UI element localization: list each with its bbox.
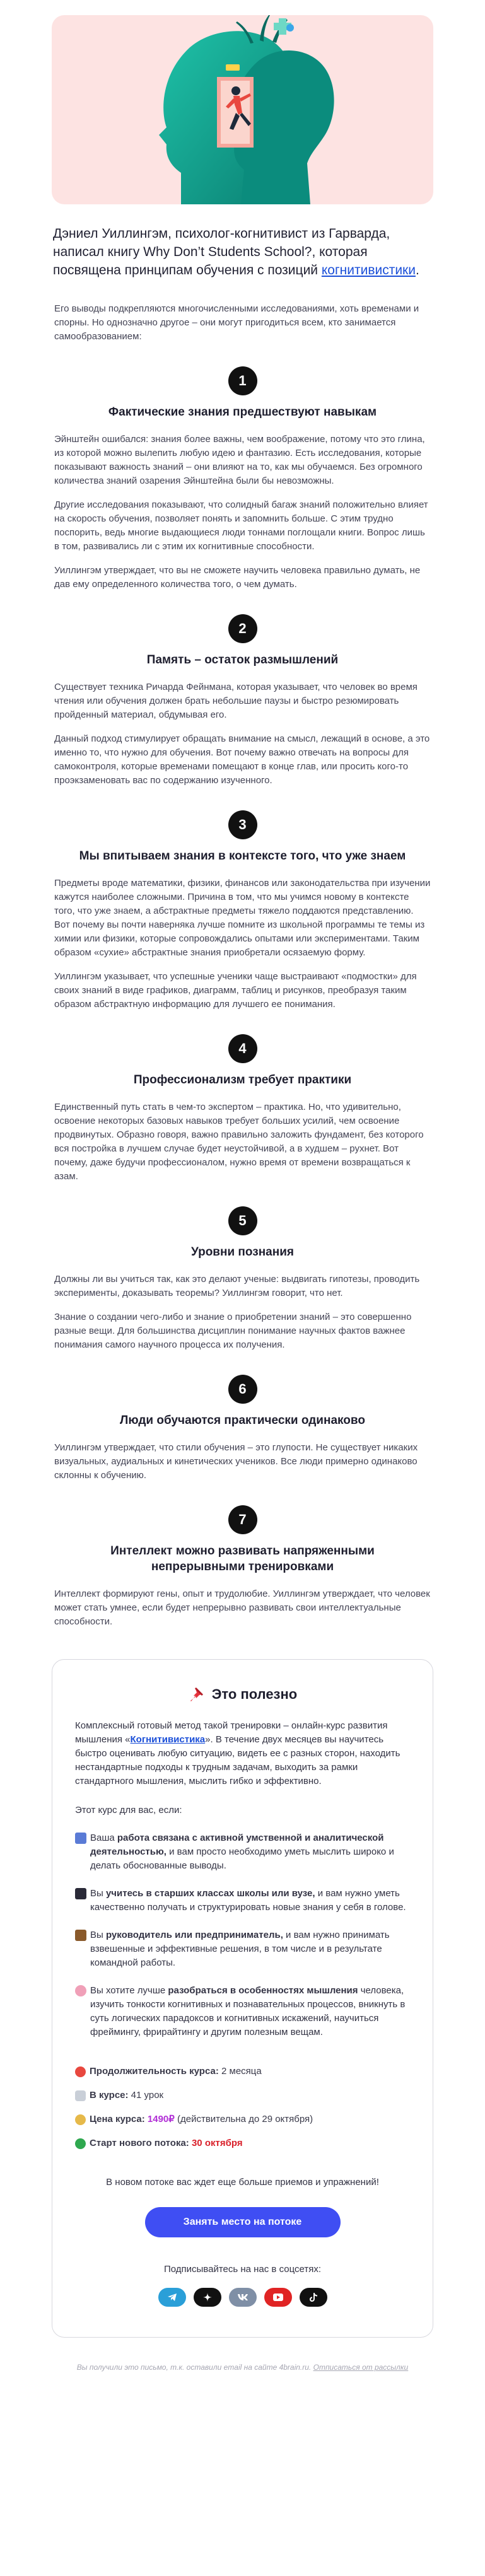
course-audience-heading: Этот курс для вас, если: xyxy=(75,1805,182,1815)
section-paragraph: Предметы вроде математики, физики, финансов или законодательства при изучении кажутся наиболее сложными. Причина в том, что мы учимся новому в контексте того, что уже знаем, а абстрактные предметы тяжело поддаются представлению. Вот почему вы почти наверняка лучше помните из школьной программы те темы из химии или физики, которые сопровождались опытами или экспериментами. Таким образом «сухие» абстрактные знания приобретали осязаемую форму. xyxy=(54,878,431,958)
section-title: Фактические знания предшествуют навыкам xyxy=(108,405,377,419)
section-paragraph: Другие исследования показывают, что солидный багаж знаний положительно влияет на скорость обучения, позволяет понять и запомнить больше. С этим трудно поспорить, ведь многие выдающиеся люди тоннами поглощали книги. Вопрос лишь в том, развивались ли с этим их когнитивные способности. xyxy=(54,499,428,552)
section-title: Профессионализм требует практики xyxy=(133,1073,352,1087)
audience-text-bold: учитесь в старших классах школы или вузе, xyxy=(105,1888,315,1899)
course-intro-end: ». В течение двух месяцев вы научитесь быстро оценивать любую ситуацию, видеть ее с разных сторон, находить нестандартные подходы к трудным задачам, выходить за рамки стандартного мышления, мыслить гибко и эффективно. xyxy=(75,1734,400,1786)
section-number-badge: 4 xyxy=(228,1034,257,1063)
audience-text: и вам просто необходимо уметь мыслить широко и делать обоснованные выводы. xyxy=(90,1846,394,1871)
section-6 xyxy=(52,1375,433,1483)
audience-text-bold: разобраться в особенностях мышления xyxy=(168,1985,358,1996)
tiktok-icon xyxy=(310,2293,317,2302)
useful-course-card xyxy=(52,1659,433,2338)
audience-item xyxy=(75,1887,410,1915)
subscribe-text: Подписывайтесь на нас в соцсетях: xyxy=(163,2264,322,2275)
section-title: Память – остаток размышлений xyxy=(146,653,339,667)
section-number-badge: 3 xyxy=(228,810,257,839)
briefcase-icon xyxy=(75,1930,86,1941)
join-stream-button[interactable]: Занять место на потоке xyxy=(145,2207,341,2237)
email-footer xyxy=(52,2363,433,2372)
section-number-badge: 6 xyxy=(228,1375,257,1404)
price-value: 1490₽ xyxy=(147,2114,175,2124)
audience-item-text xyxy=(90,1984,410,2039)
tiktok-link[interactable] xyxy=(300,2288,327,2307)
section-7 xyxy=(52,1505,433,1629)
section-title: Интеллект можно развивать напряженными непрерывными тренировками xyxy=(110,1544,375,1573)
money-bag-icon xyxy=(75,2114,86,2125)
vk-link[interactable] xyxy=(229,2288,257,2307)
start-label: Старт нового потока: xyxy=(90,2138,189,2148)
dzen-link[interactable] xyxy=(194,2288,221,2307)
section-title: Люди обучаются практически одинаково xyxy=(120,1414,365,1427)
lessons-label: В курсе: xyxy=(90,2090,129,2101)
hero-illustration xyxy=(52,15,433,204)
section-3 xyxy=(52,810,433,1011)
chart-icon xyxy=(75,1833,86,1844)
section-paragraph: Уиллингэм утверждает, что стили обучения – это глупости. Не существует никаких визуальных, аудиальных и кинетических учеников. Все люди примерно одинаково склонны к обучению. xyxy=(54,1442,418,1481)
audience-item xyxy=(75,1984,410,2039)
audience-item-text xyxy=(90,1928,410,1970)
section-title: Уровни познания xyxy=(191,1245,294,1259)
audience-text: Вы хотите лучше xyxy=(90,1985,168,1996)
section-4 xyxy=(52,1034,433,1184)
section-paragraph: Должны ли вы учиться так, как это делают ученые: выдвигать гипотезы, проводить эксперименты, доказывать теоремы? Уиллингэм говорит, что нет. xyxy=(54,1274,420,1298)
course-link[interactable]: Когнитивистика xyxy=(130,1734,206,1745)
section-paragraph: Знание о создании чего-либо и знание о приобретении знаний – это совершенно разные вещи. Для большинства дисциплин понимание научных фактов важнее понимания самого научного процесса их получения. xyxy=(54,1312,412,1350)
footer-text: Вы получили это письмо, т.к. оставили email на сайте 4brain.ru. xyxy=(76,2363,313,2372)
section-2 xyxy=(52,614,433,788)
course-duration xyxy=(75,2065,410,2078)
course-intro-start: Комплексный готовый метод такой тренировки – онлайн-курс развития мышления « xyxy=(75,1720,388,1745)
section-paragraph: Данный подход стимулирует обращать внимание на смысл, лежащий в основе, а это именно то, что нужно для обучения. Вот почему важно отвечать на вопросы для самоконтроля, которые временами помещают в конце глав, или просить кого-то проэкзаменовать вас по содержанию изученного. xyxy=(54,733,430,786)
card-title-text: Это полезно xyxy=(211,1686,298,1702)
audience-text: человека, изучить тонкости когнитивных и познавательных процессов, вникнуть в суть логических парадоксов и когнитивных искажений, научиться фреймингу, фрирайтингу и другим полезным вещам. xyxy=(90,1985,406,2037)
course-price xyxy=(75,2113,410,2126)
youtube-icon xyxy=(273,2293,283,2301)
intro-text-end: . xyxy=(415,263,419,277)
section-paragraph: Единственный путь стать в чем-то экспертом – практика. Но, что удивительно, освоение некоторых базовых навыков требует больших усилий, чем освоение продвинутых. Образно говоря, важно правильно заложить фундамент, без которого вся постройка в лучшем случае будет неустойчивой, а в худшем – рухнет. Вот почему, даже будучи профессионалом, нужно время от времени возвращаться к азам. xyxy=(54,1102,424,1182)
card-title xyxy=(75,1685,410,1704)
duration-label: Продолжительность курса: xyxy=(90,2066,219,2077)
start-value: 30 октября xyxy=(191,2138,243,2148)
section-title: Мы впитываем знания в контексте того, что уже знаем xyxy=(79,849,406,863)
section-5 xyxy=(52,1206,433,1352)
section-paragraph: Интеллект формируют гены, опыт и трудолюбие. Уиллингэм утверждает, что человек может стать умнее, если будет непрерывно развивать свои интеллектуальные способности. xyxy=(54,1588,430,1627)
alarm-clock-icon xyxy=(75,2066,86,2077)
audience-item xyxy=(75,1928,410,1970)
course-start xyxy=(75,2136,410,2150)
audience-text-bold: руководитель или предприниматель, xyxy=(105,1930,283,1940)
intro-text-start: Дэниел Уиллингэм, психолог-когнитивист из Гарварда, написал книгу Why Don’t Students School?, которая посвящена принципам обучения с позиций xyxy=(53,226,390,277)
duration-value: 2 месяца xyxy=(218,2066,262,2077)
audience-text: Вы xyxy=(90,1930,106,1940)
cognitivistics-link[interactable]: когнитивистики xyxy=(321,263,416,277)
section-paragraph: Эйнштейн ошибался: знания более важны, чем воображение, потому что это глина, из которой можно вылепить любую идею и фантазию. Есть исследования, которые показывают важность знаний – они влияют на то, как мы обучаемся. Без огромного количества знаний озарения Эйнштейна были бы невозможны. xyxy=(54,434,425,486)
section-paragraph: Уиллингэм указывает, что успешные ученики чаще выстраивают «подмостки» для своих знаний в виде графиков, диаграмм, таблиц и рисунков, преобразуя таким образом абстрактную информацию для лучшего ее понимания. xyxy=(54,971,417,1010)
youtube-link[interactable] xyxy=(264,2288,292,2307)
section-number-badge: 7 xyxy=(228,1505,257,1534)
audience-text: Вы xyxy=(90,1888,106,1899)
course-outro: В новом потоке вас ждет еще больше приемов и упражнений! xyxy=(106,2177,379,2188)
course-facts xyxy=(75,2065,410,2150)
section-number-badge: 1 xyxy=(228,366,257,395)
social-links xyxy=(75,2288,410,2307)
lessons-value: 41 урок xyxy=(128,2090,164,2101)
green-circle-icon xyxy=(75,2138,86,2149)
audience-text: Ваша xyxy=(90,1833,117,1843)
audience-text: и вам нужно уметь качественно получать и структурировать новые знания у себя в голове. xyxy=(90,1888,406,1913)
audience-text: и вам нужно принимать взвешенные и эффективные решения, в том числе и в результате командной работы. xyxy=(90,1930,390,1968)
audience-item-text xyxy=(90,1831,410,1873)
audience-item-text xyxy=(90,1887,410,1915)
notepad-icon xyxy=(75,2090,86,2101)
graduation-cap-icon xyxy=(75,1888,86,1899)
vk-icon xyxy=(237,2293,248,2301)
pushpin-icon xyxy=(188,1685,207,1704)
course-lessons xyxy=(75,2089,410,2102)
section-paragraph: Существует техника Ричарда Фейнмана, которая указывает, что человек во время чтения или обучения должен брать небольшие паузы и быстро резюмировать пройденный материал, обдумывая его. xyxy=(54,682,418,720)
telegram-icon xyxy=(167,2293,177,2302)
audience-item xyxy=(75,1831,410,1873)
lead-paragraph: Его выводы подкрепляются многочисленными исследованиями, хоть временами и спорны. Но однозначно другое – они могут пригодиться всем, кто занимается самообразованием: xyxy=(54,303,419,342)
unsubscribe-link[interactable]: Отписаться от рассылки xyxy=(313,2363,409,2372)
dzen-icon xyxy=(203,2293,212,2302)
price-label: Цена курса: xyxy=(90,2114,145,2124)
intro-text xyxy=(52,224,433,279)
audience-text-bold: работа связана с активной умственной и аналитической деятельностью, xyxy=(90,1833,384,1857)
price-note: (действительна до 29 октября) xyxy=(174,2114,313,2124)
section-1 xyxy=(52,366,433,592)
course-intro xyxy=(75,1719,410,1788)
section-number-badge: 2 xyxy=(228,614,257,643)
section-paragraph: Уиллингэм утверждает, что вы не сможете научить человека правильно думать, не дав ему определенного количества того, о чем думать. xyxy=(54,565,421,590)
head-silhouette-illustration xyxy=(52,15,433,204)
brain-icon xyxy=(75,1985,86,1996)
section-number-badge: 5 xyxy=(228,1206,257,1235)
telegram-link[interactable] xyxy=(158,2288,186,2307)
